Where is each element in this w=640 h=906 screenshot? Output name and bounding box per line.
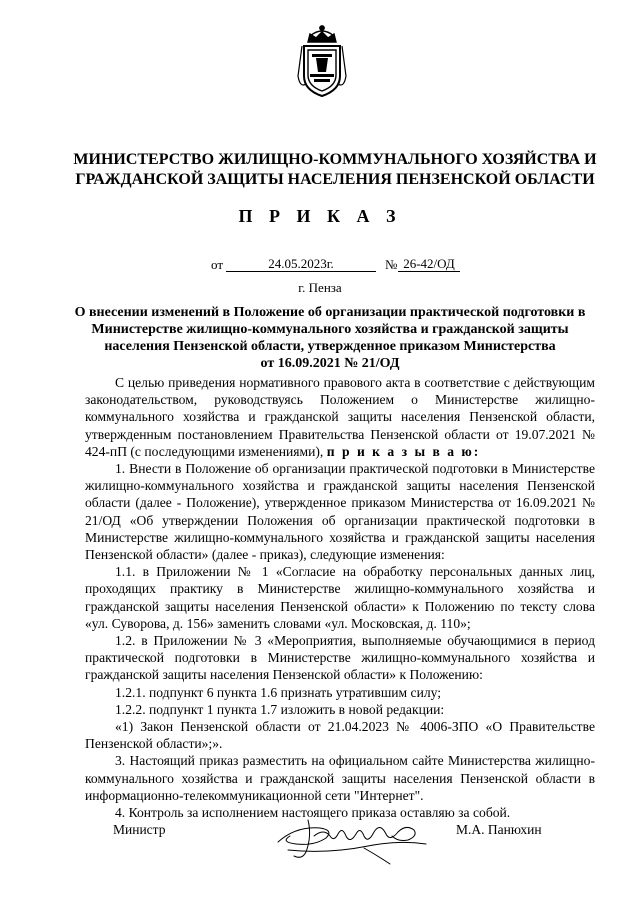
order-subject: [70, 304, 590, 372]
coat-of-arms-emblem: [296, 24, 348, 100]
intro-paragraph: [85, 374, 595, 460]
paragraph-1-1: 1.1. в Приложении № 1 «Согласие на обработку персональных данных лиц, проходящих практику в Министерстве жилищно-коммунального хозяйства и гражданской защиты населения Пензенской области» к Положению по тексту слова «ул. Суворова, д. 156» заменить словами «ул. Московская, д. 110»;: [85, 564, 595, 631]
order-number: 26-42/ОД: [398, 257, 460, 272]
signatory-name: М.А. Панюхин: [456, 822, 542, 837]
date-prefix: от: [211, 257, 224, 272]
ministry-title-line: МИНИСТЕРСТВО ЖИЛИЩНО-КОММУНАЛЬНОГО ХОЗЯЙСТВА И: [73, 151, 597, 168]
signatory-post: Министр: [113, 822, 166, 837]
ministry-title-line: ГРАЖДАНСКОЙ ЗАЩИТЫ НАСЕЛЕНИЯ ПЕНЗЕНСКОЙ ОБЛАСТИ: [75, 171, 595, 188]
paragraph-1-2-1: 1.2.1. подпункт 6 пункта 1.6 признать утратившим силу;: [115, 684, 442, 700]
paragraph-1-2-2: 1.2.2. подпункт 1 пункта 1.7 изложить в новой редакции:: [115, 701, 445, 717]
order-date: 24.05.2023г.: [226, 257, 376, 272]
subject-line: О внесении изменений в Положение об организации практической подготовки в: [74, 305, 586, 320]
paragraph-1: 1. Внести в Положение об организации практической подготовки в Министерстве жилищно-коммунального хозяйства и гражданской защиты населения Пензенской области (далее - Положение), утвержденное приказом Министерства от 16.09.2021 № 21/ОД «Об утверждении Положения об организации практической подготовки в Министерстве жилищно-коммунального хозяйства и гражданской защиты населения Пензенской области» (далее - приказ), следующие изменения:: [85, 461, 595, 563]
ministry-title: [70, 150, 600, 190]
subject-line: от 16.09.2021 № 21/ОД: [260, 356, 400, 371]
document-type: П Р И К А З: [238, 206, 402, 226]
number-prefix: №: [385, 257, 398, 272]
handwritten-signature: [268, 806, 436, 868]
paragraph-4: 4. Контроль за исполнением настоящего приказа оставляю за собой.: [115, 805, 511, 821]
subject-line: Министерстве жилищно-коммунального хозяйства и гражданской защиты: [91, 322, 569, 337]
city: г. Пенза: [298, 280, 342, 295]
command-word: п р и к а з ы в а ю:: [326, 443, 481, 459]
intro-text: С целью приведения нормативного правового акта в соответствие с действующим законодательством, руководствуясь Положением о Министерстве жилищно-коммунального хозяйства и гражданской защиты населения Пензенской области, утвержденным постановлением Правительства Пензенской области от 19.07.2021 № 424-пП (с последующими изменениями),: [85, 375, 595, 459]
paragraph-1-2-2-quote: «1) Закон Пензенской области от 21.04.2023 № 4006-ЗПО «О Правительстве Пензенской области»;».: [85, 719, 595, 752]
order-body: [85, 374, 595, 821]
paragraph-1-2: 1.2. в Приложении № 3 «Мероприятия, выполняемые обучающимися в период практической подготовки в Министерстве жилищно-коммунального хозяйства и гражданской защиты населения Пензенской области» к Положению:: [85, 633, 595, 683]
paragraph-3: 3. Настоящий приказ разместить на официальном сайте Министерства жилищно-коммунального хозяйства и гражданской защиты населения Пензенской области в информационно-телекоммуникационной сети "Интернет".: [85, 753, 595, 803]
subject-line: населения Пензенской области, утвержденное приказом Министерства: [104, 339, 556, 354]
